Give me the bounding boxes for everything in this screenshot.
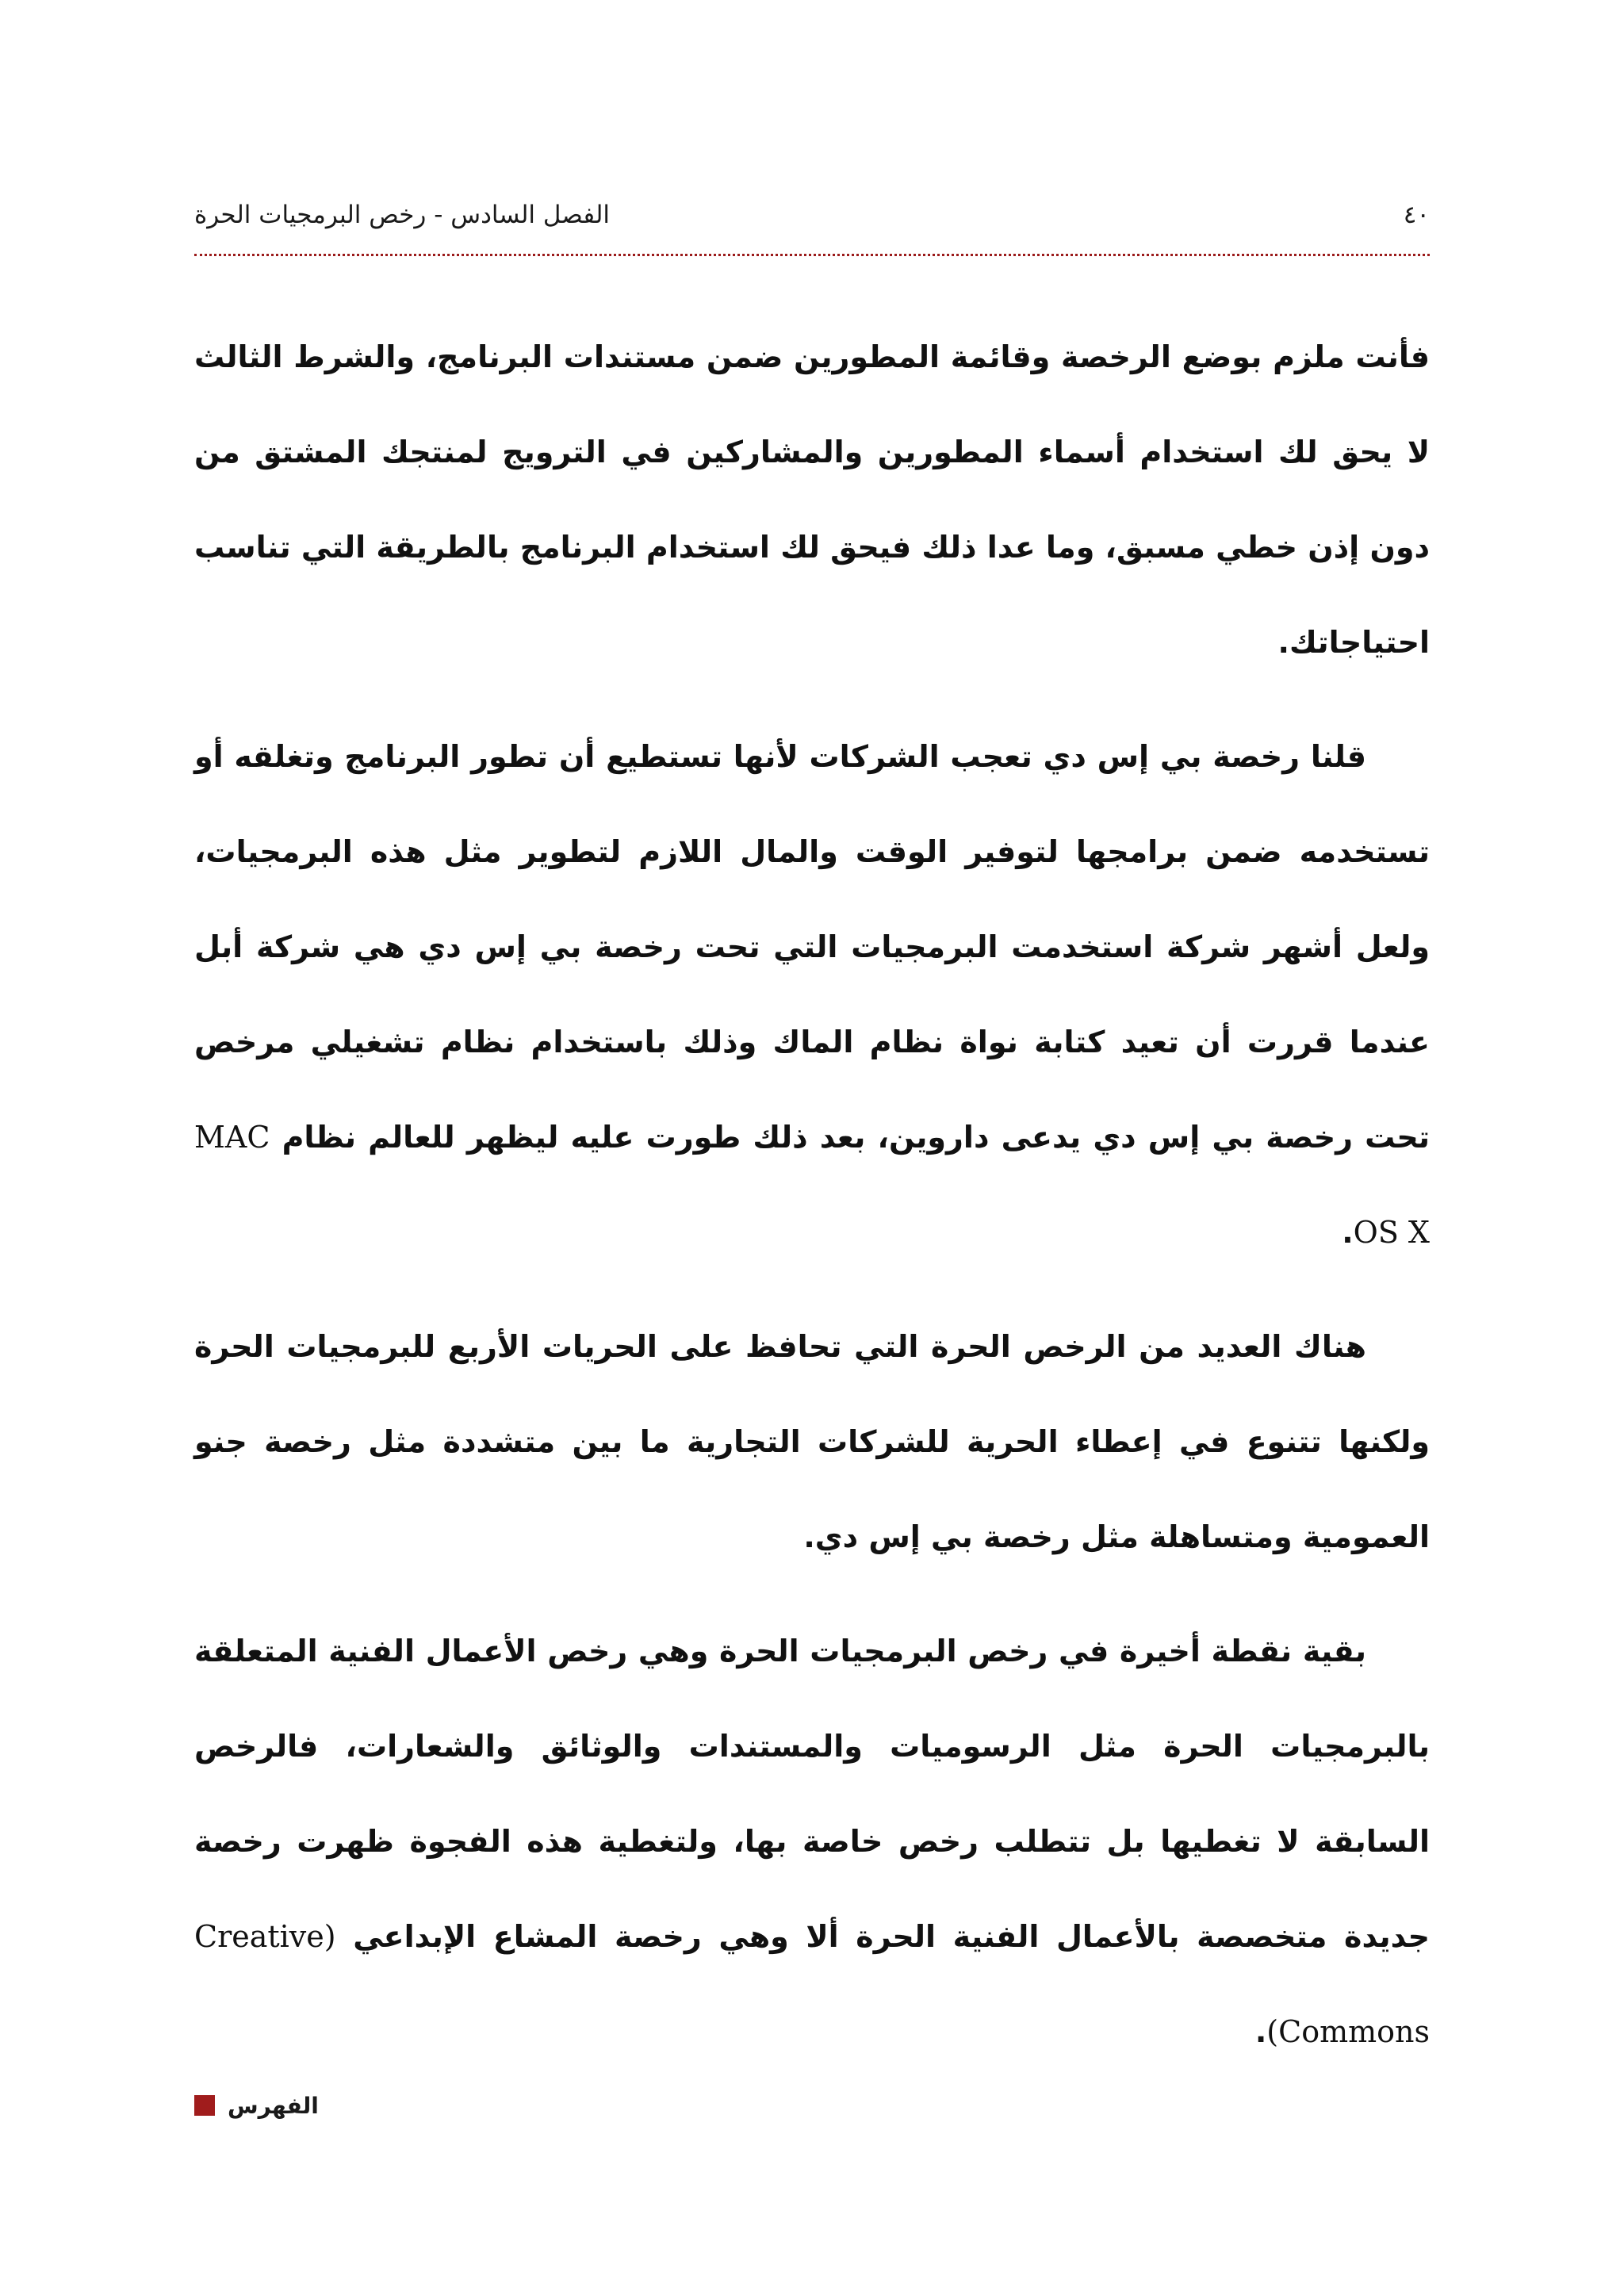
header-divider <box>194 254 1430 256</box>
body-text <box>194 309 1430 2098</box>
paragraph-2-end: . <box>1342 1215 1354 1250</box>
paragraph-3-text: هناك العديد من الرخص الحرة التي تحافظ على الحريات الأربع للبرمجيات الحرة ولكنها تتنوع في إعطاء الحرية للشركات التجارية ما بين متشددة مثل رخصة جنو العمومية ومتساهلة مثل رخصة بي إس دي. <box>194 1329 1430 1554</box>
paragraph-1 <box>194 309 1430 690</box>
paragraph-4 <box>194 1603 1430 2079</box>
index-link[interactable] <box>194 2086 319 2125</box>
paragraph-4-text: بقية نقطة أخيرة في رخص البرمجيات الحرة وهي رخص الأعمال الفنية المتعلقة بالبرمجيات الحرة مثل الرسوميات والمستندات والوثائق والشعارات، فالرخص السابقة لا تغطيها بل تتطلب رخص خاصة بها، ولتغطية هذه الفجوة ظهرت رخصة جديدة متخصصة بالأعمال الفنية الحرة ألا وهي رخصة المشاع الإبداعي <box>194 1634 1431 1954</box>
page-number: ٤٠ <box>1403 201 1430 229</box>
creative-commons-term: (Creative Commons) <box>194 1919 1430 2049</box>
paragraph-4-end: . <box>1254 2014 1267 2049</box>
page-header <box>194 187 1430 243</box>
paragraph-2 <box>194 709 1430 1280</box>
index-label[interactable]: الفهرس <box>228 2092 319 2119</box>
mac-os-x-term: MAC OS X <box>194 1120 1430 1250</box>
paragraph-3 <box>194 1299 1430 1584</box>
index-square-icon <box>194 2095 215 2116</box>
paragraph-2-text: قلنا رخصة بي إس دي تعجب الشركات لأنها تستطيع أن تطور البرنامج وتغلقه أو تستخدمه ضمن برامجها لتوفير الوقت والمال اللازم لتطوير مثل هذه البرمجيات، ولعل أشهر شركة استخدمت البرمجيات التي تحت رخصة بي إس دي هي شركة أبل عندما قررت أن تعيد كتابة نواة نظام الماك وذلك باستخدام نظام تشغيلي مرخص تحت رخصة بي إس دي يدعى داروين، بعد ذلك طورت عليه ليظهر للعالم نظام <box>194 739 1430 1155</box>
paragraph-1-text: فأنت ملزم بوضع الرخصة وقائمة المطورين ضمن مستندات البرنامج، والشرط الثالث لا يحق لك استخدام أسماء المطورين والمشاركين في الترويج لمنتجك المشتق من دون إذن خطي مسبق، وما عدا ذلك فيحق لك استخدام البرنامج بالطريقة التي تناسب احتياجاتك. <box>194 339 1430 660</box>
chapter-title: الفصل السادس - رخص البرمجيات الحرة <box>194 201 611 229</box>
